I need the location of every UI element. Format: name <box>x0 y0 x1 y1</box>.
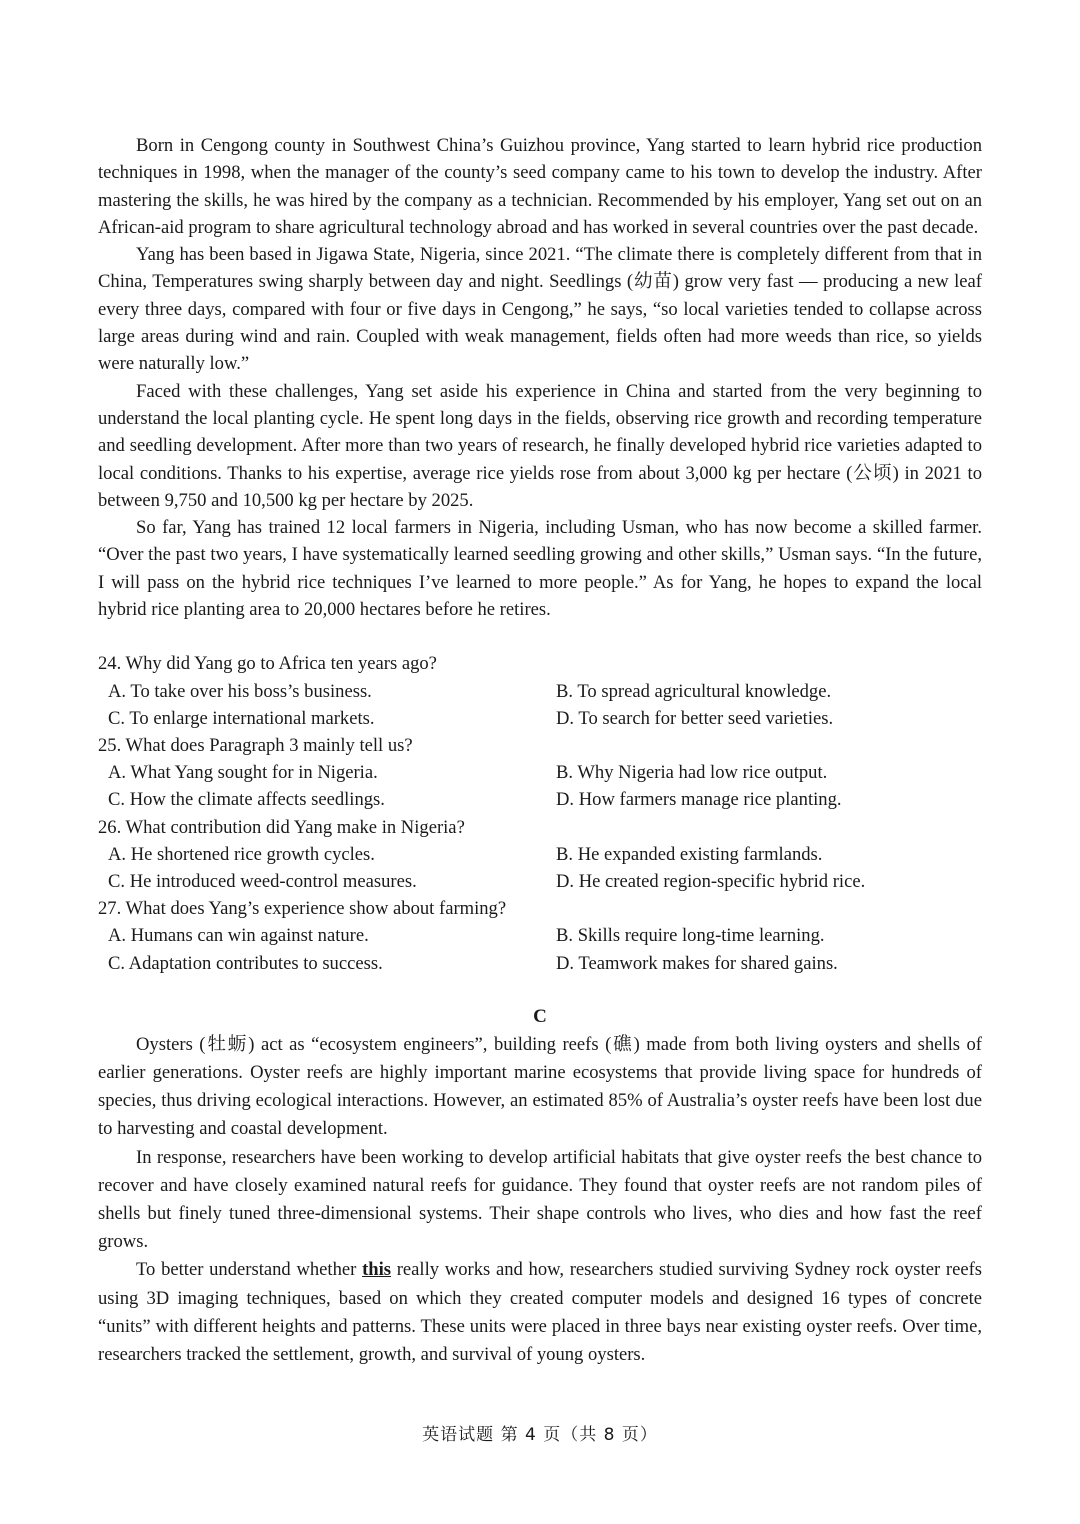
passage-b-paragraph-2: Yang has been based in Jigawa State, Nigeria, since 2021. “The climate there is completely different from that in China, Temperatures swing sharply between day and night. Seedlings (幼苗) grow very fast — producing a new leaf every three days, compared with four or five days in Cengong,” he says, “so local varieties tended to collapse across large areas during wind and rain. Coupled with weak management, fields often had more weeds than rice, so yields were naturally low.” <box>98 244 982 375</box>
option-d: D. How farmers manage rice planting. <box>556 789 842 811</box>
passage-b-paragraph-3: Faced with these challenges, Yang set aside his experience in China and started from the very beginning to understand the local planting cycle. He spent long days in the fields, observing rice growth and recording temperature and seedling development. After more than two years of research, he finally developed hybrid rice varieties adapted to local conditions. Thanks to his expertise, average rice yields rose from about 3,000 kg per hectare (公顷) in 2021 to between 9,750 and 10,500 kg per hectare by 2025. <box>98 380 982 511</box>
question-stem: 24. Why did Yang go to Africa ten years ago? <box>98 653 437 675</box>
option-list <box>98 922 982 976</box>
option-d: D. He created region-specific hybrid rice. <box>556 870 866 892</box>
option-list <box>98 759 982 813</box>
section-title: C <box>533 1005 547 1027</box>
option-a: A. To take over his boss’s business. <box>108 680 372 702</box>
passage-b <box>98 132 982 623</box>
option-a: A. Humans can win against nature. <box>108 925 369 947</box>
option-a: A. What Yang sought for in Nigeria. <box>108 762 378 784</box>
option-list <box>98 678 982 732</box>
option-c: C. Adaptation contributes to success. <box>108 952 383 974</box>
question-list <box>98 650 982 976</box>
paragraph-text-start: To better understand whether <box>136 1259 363 1281</box>
passage-c-paragraph-2: In response, researchers have been working to develop artificial habitats that give oyster reefs the best chance to recover and have closely examined natural reefs for guidance. They found that oyster reefs are not random piles of shells but finely tuned three-dimensional systems. Their shape controls who lives, who dies and how fast the reef grows. <box>98 1146 982 1253</box>
option-d: D. To search for better seed varieties. <box>556 707 834 729</box>
question-26 <box>98 814 982 896</box>
option-b: B. Why Nigeria had low rice output. <box>556 762 828 784</box>
option-c: C. How the climate affects seedlings. <box>108 789 385 811</box>
page-content <box>98 132 982 1369</box>
option-c: C. To enlarge international markets. <box>108 707 375 729</box>
underlined-word: this <box>362 1259 391 1281</box>
passage-b-paragraph-4: So far, Yang has trained 12 local farmers in Nigeria, including Usman, who has now become a skilled farmer. “Over the past two years, I have systematically learned seedling growing and other skills,” Usman says. “In the future, I will pass on the hybrid rice techniques I’ve learned to more people.” As for Yang, he hopes to expand the local hybrid rice planting area to 20,000 hectares before he retires. <box>98 517 982 621</box>
option-b: B. To spread agricultural knowledge. <box>556 680 832 702</box>
option-c: C. He introduced weed-control measures. <box>108 870 417 892</box>
question-24 <box>98 650 982 732</box>
passage-b-paragraph-1: Born in Cengong county in Southwest China’s Guizhou province, Yang started to learn hybrid rice production techniques in 1998, when the manager of the county’s seed company came to his town to develop the industry. After mastering the skills, he was hired by the company as a technician. Recommended by his employer, Yang set out on an African-aid program to share agricultural technology abroad and has worked in several countries over the past decade. <box>98 135 982 238</box>
option-b: B. He expanded existing farmlands. <box>556 843 823 865</box>
option-b: B. Skills require long-time learning. <box>556 925 825 947</box>
question-27 <box>98 895 982 977</box>
option-a: A. He shortened rice growth cycles. <box>108 843 375 865</box>
question-stem: 27. What does Yang’s experience show about farming? <box>98 898 507 920</box>
question-stem: 26. What contribution did Yang make in Nigeria? <box>98 816 465 838</box>
option-d: D. Teamwork makes for shared gains. <box>556 952 838 974</box>
passage-c-paragraph-1: Oysters (牡蛎) act as “ecosystem engineers”, building reefs (礁) made from both living oysters and shells of earlier generations. Oyster reefs are highly important marine ecosystems that provide living space for hundreds of species, thus driving ecological interactions. However, an estimated 85% of Australia’s oyster reefs have been lost due to harvesting and coastal development. <box>98 1033 982 1140</box>
option-list <box>98 841 982 895</box>
paragraph-text-end: really works and how, researchers studied surviving Sydney rock oyster reefs using 3D imaging techniques, based on which they created computer models and designed 16 types of concrete “units” with different heights and patterns. These units were placed in three bays near existing oyster reefs. Over time, researchers tracked the settlement, growth, and survival of young oysters. <box>98 1259 983 1366</box>
passage-c-paragraph-3 <box>98 1256 982 1369</box>
question-25 <box>98 732 982 814</box>
question-stem: 25. What does Paragraph 3 mainly tell us? <box>98 734 413 756</box>
passage-c <box>98 1003 982 1369</box>
page-footer: 英语试题 第 4 页（共 8 页） <box>422 1425 658 1445</box>
